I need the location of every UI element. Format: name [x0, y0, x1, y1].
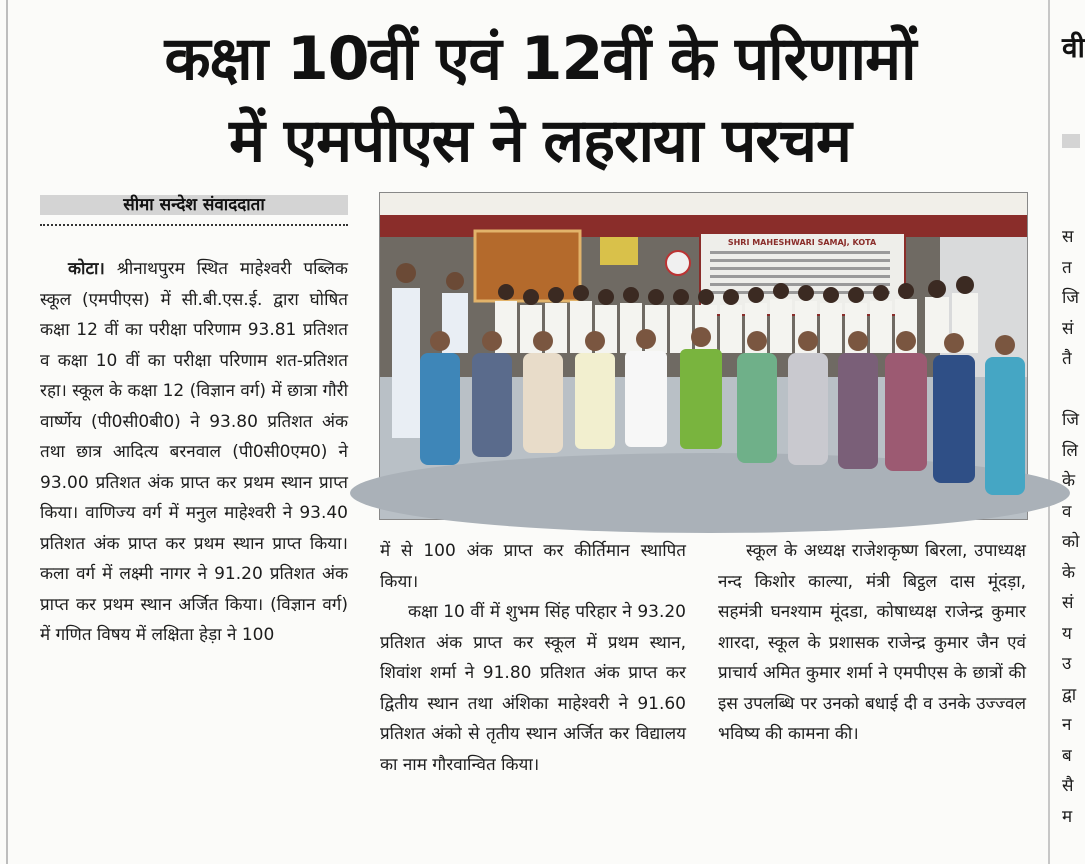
next-article-headline-fragment: वी [1062, 31, 1085, 64]
headline [40, 18, 1040, 182]
next-article-byline-bar [1062, 134, 1080, 148]
dateline: कोटा। [68, 259, 105, 279]
next-article-line: द्वा [1062, 684, 1077, 705]
article-text-col2-p1: में से 100 अंक प्राप्त कर कीर्तिमान स्थापित किया। [380, 541, 686, 592]
next-article-line: उ [1062, 654, 1072, 674]
group-photo [379, 192, 1028, 520]
next-article-line: सै [1062, 776, 1074, 796]
next-article-line: जि [1062, 410, 1080, 430]
next-article-line: ब [1062, 745, 1072, 766]
next-article-line: लि [1062, 440, 1078, 461]
article-text-col1: श्रीनाथपुरम स्थित माहेश्वरी पब्लिक स्कूल (एमपीएस) में सी.बी.एस.ई. द्वारा घोषित कक्षा 12 वीं का परीक्षा परिणाम 93.81 प्रतिशत व कक्षा 10 वीं का परीक्षा परिणाम शत-प्रतिशत रहा। स्कूल के कक्षा 12 (विज्ञान वर्ग) में छात्रा गौरी वार्ष्णेय (पी0सी0बी0) ने 93.80 प्रतिशत अंक तथा छात्र आदित्य बरनवाल (पी0सी0एम0) ने 93.00 प्रतिशत अंक प्राप्त कर प्रथम स्थान प्राप्त किया। वाणिज्य वर्ग में मनुल माहेश्वरी ने 93.40 प्रतिशत अंक प्राप्त कर प्रथम स्थान प्राप्त किया। कला वर्ग में लक्ष्मी नागर ने 91.20 प्रतिशत अंक प्राप्त कर प्रथम स्थान अर्जित किया। (विज्ञान वर्ग) में गणित विषय में लक्षिता हेड़ा ने 100 [40, 259, 348, 645]
group-photo-illustration [380, 193, 1027, 519]
next-article-line: सं [1062, 318, 1074, 339]
next-article-line: के [1062, 562, 1076, 583]
article-column-2 [380, 536, 686, 780]
column-divider [1048, 0, 1050, 864]
next-article-line: य [1062, 623, 1072, 644]
next-article-line [1062, 375, 1080, 406]
next-article-text-fragment [1062, 222, 1080, 832]
byline: सीमा सन्देश संवाददाता [40, 195, 348, 215]
headline-line-1: कक्षा 10वीं एवं 12वीं के परिणामों [164, 24, 916, 94]
left-border [6, 0, 8, 864]
article-column-1 [40, 254, 348, 651]
photo-banner-text: SHRI MAHESHWARI SAMAJ, KOTA [727, 238, 877, 247]
article-text-col2-p2: कक्षा 10 वीं में शुभम सिंह परिहार ने 93.20 प्रतिशत अंक प्राप्त कर स्कूल में प्रथम स्थान, शिवांश शर्मा ने 91.80 प्रतिशत अंक प्राप्त कर द्वितीय स्थान तथा अंशिका माहेश्वरी ने 91.60 प्रतिशत अंको से तृतीय स्थान अर्जित कर विद्यालय का नाम गौरवान्वित किया। [380, 602, 686, 775]
dotted-separator [40, 224, 348, 226]
headline-line-2: में एमपीएस ने लहराया परचम [229, 106, 851, 176]
next-article-line: स [1062, 227, 1074, 247]
next-article-line: तै [1062, 349, 1072, 369]
article-text-col3: स्कूल के अध्यक्ष राजेशकृष्ण बिरला, उपाध्यक्ष नन्द किशोर काल्या, मंत्री बिट्ठल दास मूंदड़ा, सहमंत्री घनश्याम मूंदडा, कोषाध्यक्ष राजेन्द्र कुमार शारदा, स्कूल के प्रशासक राजेन्द्र कुमार जैन एवं प्राचार्य अमित कुमार शर्मा ने एमपीएस के छात्रों की इस उपलब्धि पर उनको बधाई दी व उनके उज्ज्वल भविष्य की कामना की। [718, 541, 1026, 744]
next-article-line: न [1062, 715, 1072, 735]
next-article-line: के [1062, 471, 1076, 491]
next-article-line: त [1062, 257, 1072, 278]
next-article-line: व [1062, 501, 1072, 522]
next-article-line: सं [1062, 593, 1074, 613]
next-article-line: को [1062, 532, 1080, 552]
article-column-3 [718, 536, 1026, 750]
next-article-line: म [1062, 806, 1073, 827]
next-article-line: जि [1062, 288, 1080, 308]
